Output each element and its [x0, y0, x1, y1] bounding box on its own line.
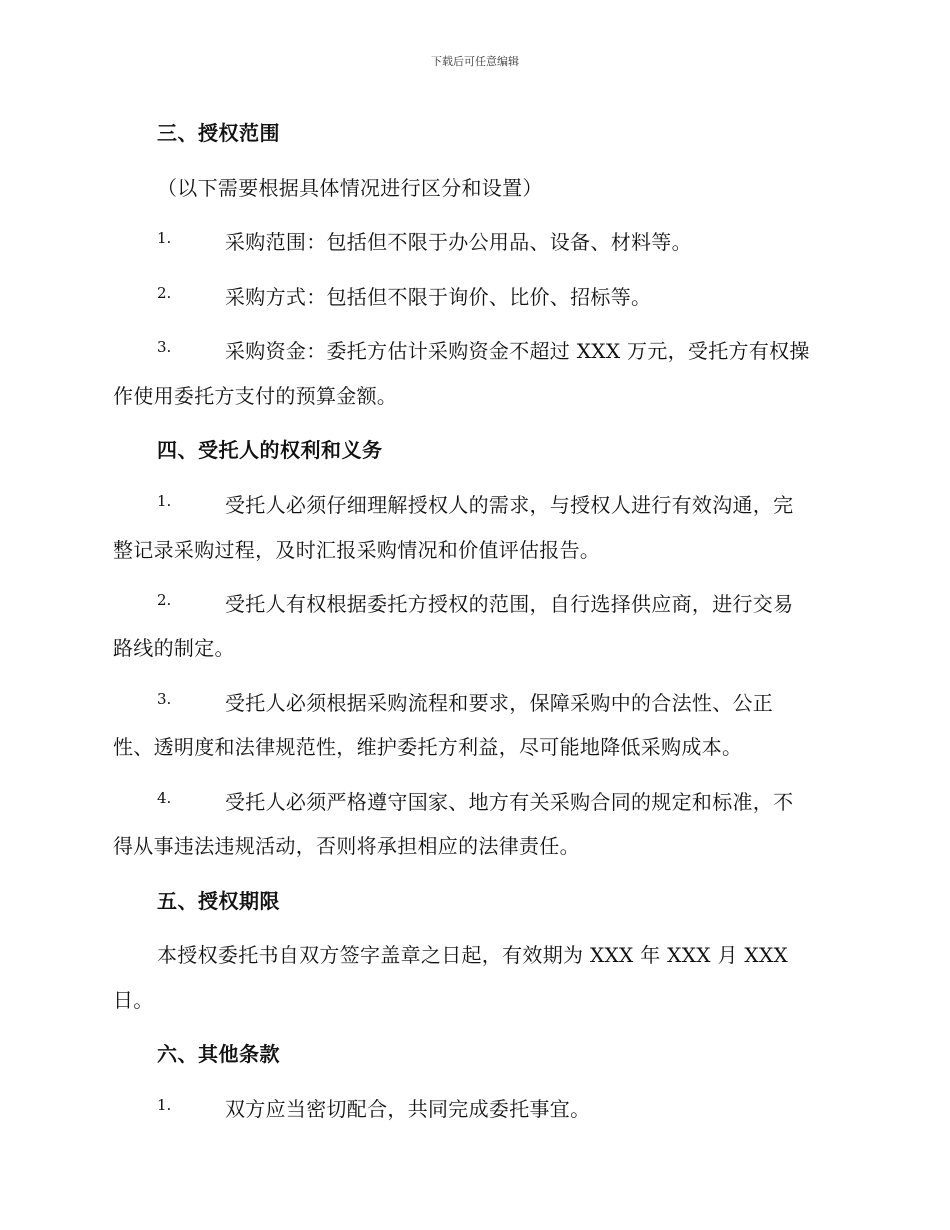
section-4-item-1-number: 1.: [157, 492, 172, 510]
section-4-item-3-text: 受托人必须根据采购流程和要求，保障采购中的合法性、公正: [225, 691, 774, 715]
section-4-item-4-text: 受托人必须严格遵守国家、地方有关采购合同的规定和标准，不: [225, 790, 794, 814]
section-3-item-1-number: 1.: [157, 229, 172, 247]
section-3-item-2-text: 采购方式：包括但不限于询价、比价、招标等。: [225, 285, 652, 309]
section-5-continuation: 日。: [113, 988, 154, 1012]
section-3-item-3-continuation: 作使用委托方支付的预算金额。: [113, 384, 398, 408]
section-4-item-4-number: 4.: [157, 789, 172, 807]
section-4-title: 四、受托人的权利和义务: [157, 438, 383, 462]
section-4-item-2-text: 受托人有权根据委托方授权的范围，自行选择供应商，进行交易: [225, 592, 794, 616]
section-4-item-4-continuation: 得从事违法违规活动，否则将承担相应的法律责任。: [113, 834, 580, 858]
section-6-item-1-text: 双方应当密切配合，共同完成委托事宜。: [225, 1097, 591, 1121]
section-5-title: 五、授权期限: [157, 889, 280, 913]
section-4-item-1-continuation: 整记录采购过程，及时汇报采购情况和价值评估报告。: [113, 538, 601, 562]
section-3-item-1-text: 采购范围：包括但不限于办公用品、设备、材料等。: [225, 230, 692, 254]
section-4-item-3-number: 3.: [157, 690, 172, 708]
section-4-item-1-text: 受托人必须仔细理解授权人的需求，与授权人进行有效沟通，完: [225, 493, 794, 517]
section-4-item-2-continuation: 路线的制定。: [113, 636, 235, 660]
section-3-item-3-number: 3.: [157, 338, 172, 356]
section-5-text: 本授权委托书自双方签字盖章之日起，有效期为 XXX 年 XXX 月 XXX: [157, 943, 789, 967]
section-3-title: 三、授权范围: [157, 121, 280, 145]
section-6-title: 六、其他条款: [157, 1042, 280, 1066]
section-6-item-1-number: 1.: [157, 1096, 172, 1114]
section-3-item-3-text: 采购资金：委托方估计采购资金不超过 XXX 万元，受托方有权操: [225, 339, 810, 363]
section-4-item-3-continuation: 性、透明度和法律规范性，维护委托方利益，尽可能地降低采购成本。: [113, 735, 743, 759]
section-4-item-2-number: 2.: [157, 591, 172, 609]
page-header-note: 下载后可任意编辑: [431, 55, 519, 68]
section-3-intro: （以下需要根据具体情况进行区分和设置）: [157, 176, 543, 200]
section-3-item-2-number: 2.: [157, 284, 172, 302]
